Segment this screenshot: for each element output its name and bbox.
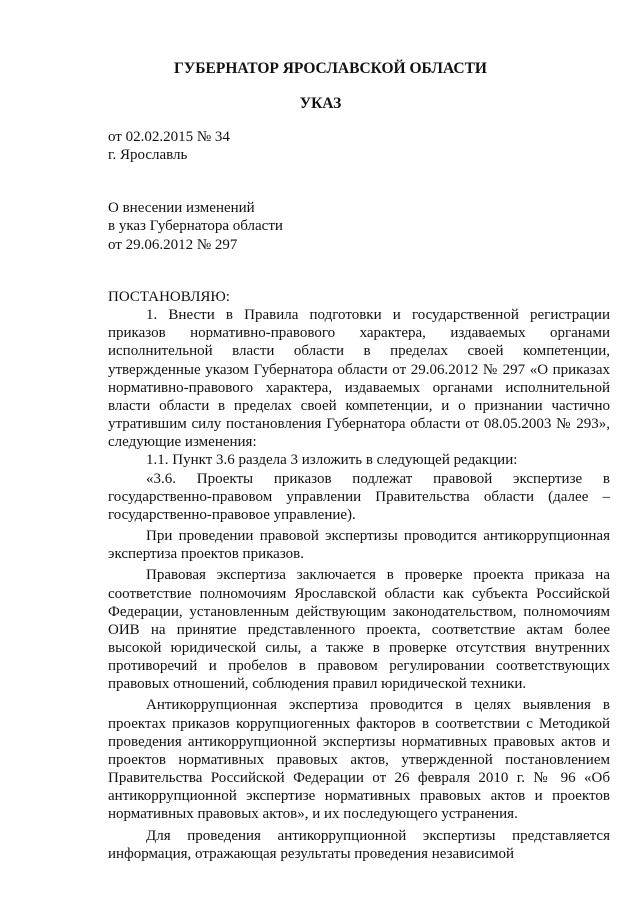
subject-line: О внесении изменений [108, 200, 255, 216]
document-subject [108, 199, 283, 254]
paragraph: 1.1. Пункт 3.6 раздела 3 изложить в следующей редакции: [146, 452, 518, 469]
paragraph: Для проведения антикоррупционной экспертизы представляется информация, отражающая результаты проведения независимой [108, 827, 610, 862]
document-body [108, 288, 610, 863]
organization-title: ГУБЕРНАТОР ЯРОСЛАВСКОЙ ОБЛАСТИ [174, 60, 487, 77]
subject-line: в указ Губернатора области [108, 218, 283, 235]
paragraph: Антикоррупционная экспертиза проводится в целях выявления в проектах приказов коррупциогенных факторов в соответствии с Методикой проведения антикоррупционной экспертизы нормативных правовых актов и проектов нормативных правовых актов, утвержденной постановлением Правительства Российской Федерации от 26 февраля 2010 г. № 96 «Об антикоррупционной экспертизе нормативных правовых актов и проектов нормативных правовых актов», и их последующего устранения. [108, 697, 610, 823]
paragraph: Правовая экспертиза заключается в проверке проекта приказа на соответствие полномочиям Ярославской области как субъекта Российской Федерации, установленным действующим законодательством, полномочиям ОИВ на принятие представленного проекта, соответствие актам более высокой юридической силы, а также в проверке отсутствия внутренних противоречий и пробелов в правовом регулировании соответствующих правовых отношений, соблюдения правил юридической техники. [108, 567, 610, 693]
decree-word: ПОСТАНОВЛЯЮ: [108, 289, 230, 305]
paragraph: «3.6. Проекты приказов подлежат правовой экспертизе в государственно-правовом управлении Правительства области (далее – государственно-правовое управление). [108, 470, 610, 523]
city: г. Ярославль [108, 147, 188, 163]
paragraph: При проведении правовой экспертизы проводится антикоррупционная экспертиза проектов приказов. [108, 528, 610, 563]
document-type: УКАЗ [299, 95, 342, 112]
subject-line: от 29.06.2012 № 297 [108, 236, 238, 253]
date-number: от 02.02.2015 № 34 [108, 129, 230, 145]
paragraph: 1. Внести в Правила подготовки и государственной регистрации приказов нормативно-правового характера, издаваемых органами исполнительной власти области в пределах своей компетенции, утвержденные указом Губернатора области от 29.06.2012 № 297 «О приказах нормативно-правового характера, издаваемых органами исполнительной власти области в пределах своей компетенции, и о признании частично утратившим силу постановления Губернатора области от 08.05.2003 № 293», следующие изменения: [108, 307, 610, 451]
